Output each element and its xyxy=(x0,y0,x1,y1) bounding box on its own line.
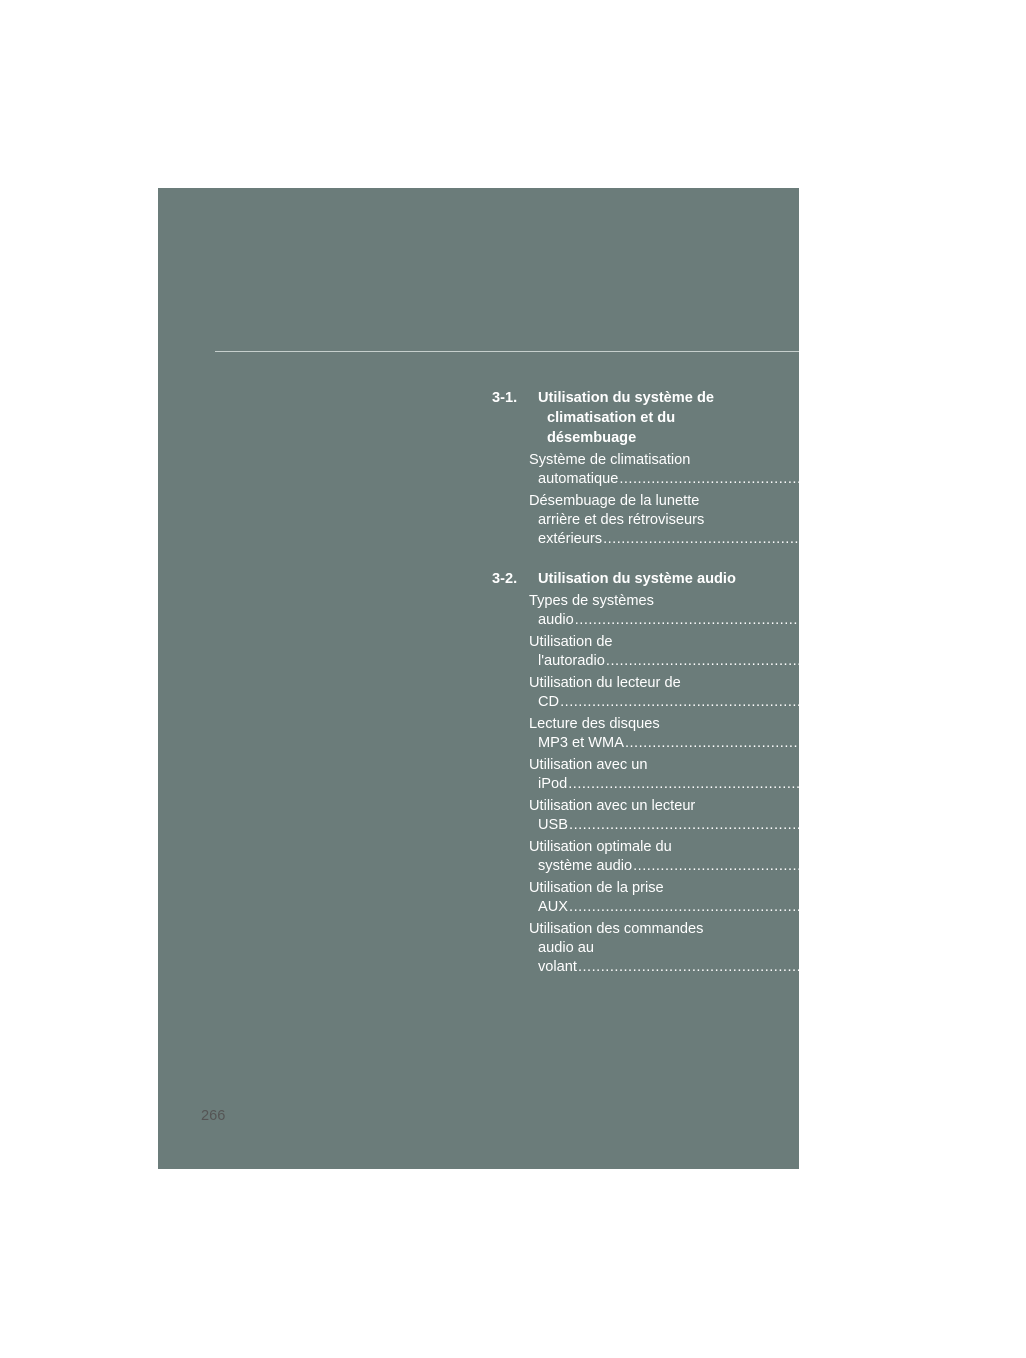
dot-leader: ................................................................................ xyxy=(603,531,968,547)
toc-section xyxy=(492,569,1026,977)
page-number: 266 xyxy=(201,1108,226,1124)
entry-title-end: AUX xyxy=(538,899,569,915)
entry-page-number: 321 xyxy=(937,899,962,915)
dot-leader: ................................................................................ xyxy=(577,959,943,975)
entry-page-number: 278 xyxy=(943,612,968,628)
entry-page-number: 310 xyxy=(937,817,962,833)
entry-line xyxy=(529,470,1013,489)
entry-title: Types de systèmes xyxy=(529,593,654,609)
chapter-panel xyxy=(158,188,1026,1169)
entry-page-number: 302 xyxy=(936,776,961,792)
entry-page-number: 322 xyxy=(946,959,971,975)
section-number: 3-1. xyxy=(492,390,518,406)
entry-title-end: volant xyxy=(538,959,577,975)
entry-title-end: audio xyxy=(538,612,574,628)
entry-page-number: 277 xyxy=(971,531,996,547)
entry-title: Utilisation de la prise xyxy=(529,880,664,896)
toc-entry[interactable] xyxy=(529,674,953,712)
dot-leader: ................................................................................ xyxy=(560,694,925,710)
entry-title-end: l'autoradio xyxy=(538,653,605,669)
entry-title: Désembuage de la lunette arrière et des rétroviseurs xyxy=(529,493,705,528)
entry-title-end: extérieurs xyxy=(538,531,603,547)
entry-title-end: système audio xyxy=(538,858,633,874)
entry-line xyxy=(529,958,971,977)
toc-entry[interactable] xyxy=(529,920,971,977)
entry-line xyxy=(529,734,1018,753)
watermark: carmanualsonline.info xyxy=(831,1338,948,1352)
entry-title-end: iPod xyxy=(538,776,568,792)
entry-page-number: 318 xyxy=(1001,858,1026,874)
entry-line xyxy=(529,530,996,549)
entry-line xyxy=(529,857,1026,876)
toc-entry[interactable] xyxy=(529,633,999,671)
toc-entry[interactable] xyxy=(529,492,996,549)
entry-line xyxy=(529,898,962,917)
entry-title: Utilisation des commandes audio au xyxy=(529,921,704,956)
toc-section xyxy=(492,388,1013,549)
entry-title: Lecture des disques xyxy=(529,716,660,732)
toc-entry[interactable] xyxy=(529,592,968,630)
dot-leader: ................................................................................ xyxy=(619,471,984,487)
entry-line xyxy=(529,611,968,630)
entry-line xyxy=(529,775,961,794)
section-heading xyxy=(492,388,742,448)
entry-title: Utilisation optimale du xyxy=(529,839,672,855)
entry-title: Utilisation avec un lecteur xyxy=(529,798,696,814)
entry-line xyxy=(529,693,953,712)
entry-title-end: CD xyxy=(538,694,560,710)
entry-list xyxy=(492,592,1026,977)
section-title: Utilisation du système audio xyxy=(538,571,736,587)
toc-entry[interactable] xyxy=(529,756,961,794)
entry-title-end: MP3 et WMA xyxy=(538,735,624,751)
toc-entry[interactable] xyxy=(529,879,962,917)
entry-line xyxy=(529,816,962,835)
section-title: Utilisation du système de climatisation et du désembuage xyxy=(538,390,714,446)
dot-leader: ................................................................................ xyxy=(569,899,934,915)
entry-page-number: 268 xyxy=(987,471,1013,487)
dot-leader: ................................................................................ xyxy=(568,776,933,792)
entry-title: Utilisation du lecteur de xyxy=(529,675,681,691)
entry-page-number: 288 xyxy=(928,694,953,710)
entry-title: Utilisation avec un xyxy=(529,757,648,773)
entry-page-number: 285 xyxy=(974,653,999,669)
entry-page-number: 294 xyxy=(993,735,1018,751)
dot-leader: ................................................................................ xyxy=(605,653,971,669)
entry-title: Système de climatisation xyxy=(529,452,691,468)
entry-line xyxy=(529,652,999,671)
dot-leader: ................................................................................ xyxy=(574,612,940,628)
entry-title-end: USB xyxy=(538,817,569,833)
table-of-contents xyxy=(492,388,1026,997)
toc-entry[interactable] xyxy=(529,715,1018,753)
dot-leader: ................................................................................ xyxy=(624,735,990,751)
dot-leader: ................................................................................ xyxy=(633,858,998,874)
section-heading xyxy=(492,569,742,589)
divider-line xyxy=(215,351,799,352)
dot-leader: ................................................................................ xyxy=(569,817,934,833)
entry-title: Utilisation de xyxy=(529,634,613,650)
toc-entry[interactable] xyxy=(529,451,1013,489)
entry-title-end: automatique xyxy=(538,471,619,487)
toc-entry[interactable] xyxy=(529,838,1026,876)
toc-entry[interactable] xyxy=(529,797,962,835)
section-number: 3-2. xyxy=(492,571,518,587)
entry-list xyxy=(492,451,1013,549)
